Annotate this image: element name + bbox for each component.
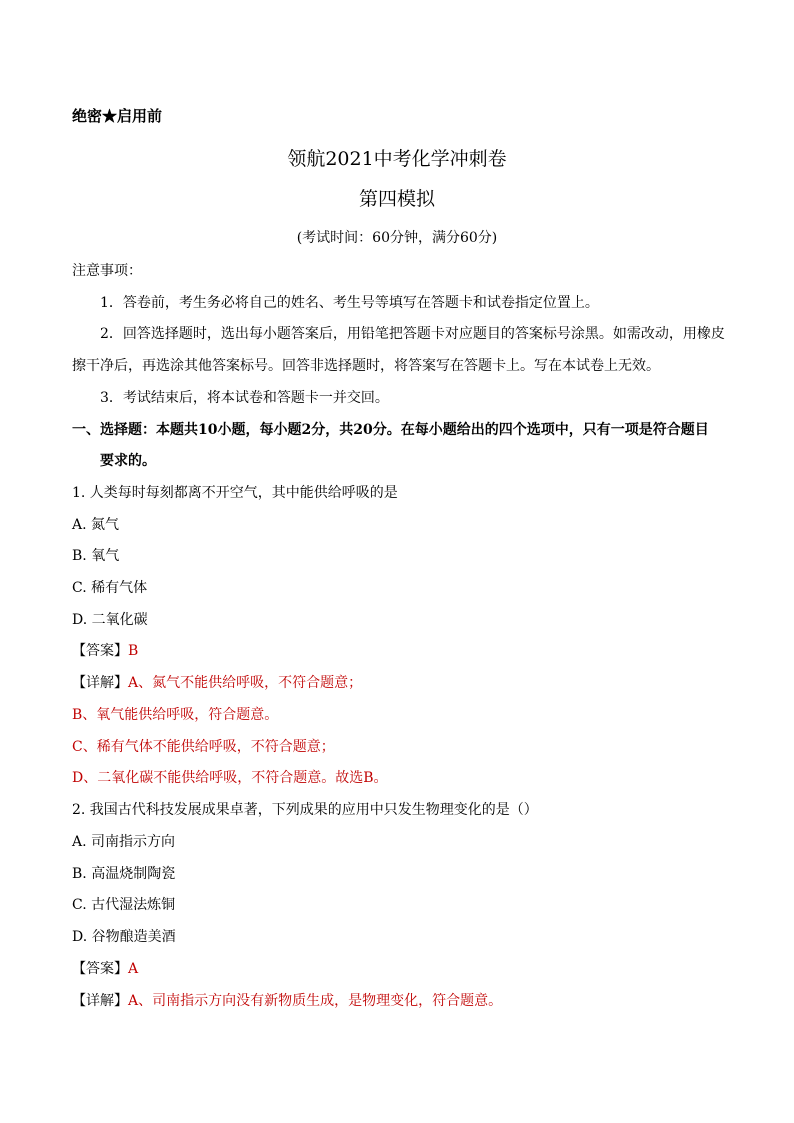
notice-item: 1．答卷前，考生务必将自己的姓名、考生号等填写在答题卡和试卷指定位置上。 <box>100 295 599 311</box>
answer-line <box>72 959 138 979</box>
section-heading-cont: 要求的。 <box>100 453 156 469</box>
question-option: C. 稀有气体 <box>72 580 148 596</box>
answer-value: B <box>128 643 139 659</box>
question-option: B. 高温烧制陶瓷 <box>72 866 176 882</box>
question-option: C. 古代湿法炼铜 <box>72 897 176 913</box>
answer-value: A <box>128 961 139 977</box>
answer-line <box>72 641 138 661</box>
exam-time-info: (考试时间：60分钟，满分60分) <box>296 230 498 246</box>
section-heading: 一、选择题：本题共10小题，每小题2分，共20分。在每小题给出的四个选项中，只有一项是符合题目 <box>72 422 709 438</box>
answer-tag: 【答案】 <box>72 643 128 659</box>
question-option: A. 氮气 <box>72 517 120 533</box>
question-option: A. 司南指示方向 <box>72 834 176 850</box>
notice-item: 3．考试结束后，将本试卷和答题卡一并交回。 <box>100 390 389 406</box>
confidential-mark: 绝密★启用前 <box>72 107 163 125</box>
detail-text: A、氮气不能供给呼吸，不符合题意； <box>128 675 363 691</box>
detail-text: B、氧气能供给呼吸，符合题意。 <box>72 707 279 723</box>
detail-line <box>72 673 362 693</box>
question-stem: 1. 人类每时每刻都离不开空气，其中能供给呼吸的是 <box>72 485 398 501</box>
detail-text: C、稀有气体不能供给呼吸，不符合题意； <box>72 739 335 755</box>
exam-subtitle: 第四模拟 <box>358 188 435 210</box>
question-option: D. 谷物酿造美酒 <box>72 929 176 945</box>
detail-tag: 【详解】 <box>72 675 128 691</box>
question-stem: 2. 我国古代科技发展成果卓著，下列成果的应用中只发生物理变化的是（） <box>72 802 538 818</box>
question-option: D. 二氧化碳 <box>72 612 148 628</box>
answer-tag: 【答案】 <box>72 961 128 977</box>
detail-text: D、二氧化碳不能供给呼吸，不符合题意。故选B。 <box>72 770 388 786</box>
notice-heading: 注意事项： <box>72 263 142 279</box>
detail-line <box>72 991 502 1011</box>
detail-text: A、司南指示方向没有新物质生成，是物理变化，符合题意。 <box>128 993 503 1009</box>
question-option: B. 氧气 <box>72 548 120 564</box>
notice-item: 擦干净后，再选涂其他答案标号。回答非选择题时，将答案写在答题卡上。写在本试卷上无效。 <box>72 358 660 374</box>
detail-tag: 【详解】 <box>72 993 128 1009</box>
exam-title: 领航2021中考化学冲刺卷 <box>287 148 507 170</box>
notice-item: 2．回答选择题时，选出每小题答案后，用铅笔把答题卡对应题目的答案标号涂黑。如需改动，用橡皮 <box>100 326 725 342</box>
